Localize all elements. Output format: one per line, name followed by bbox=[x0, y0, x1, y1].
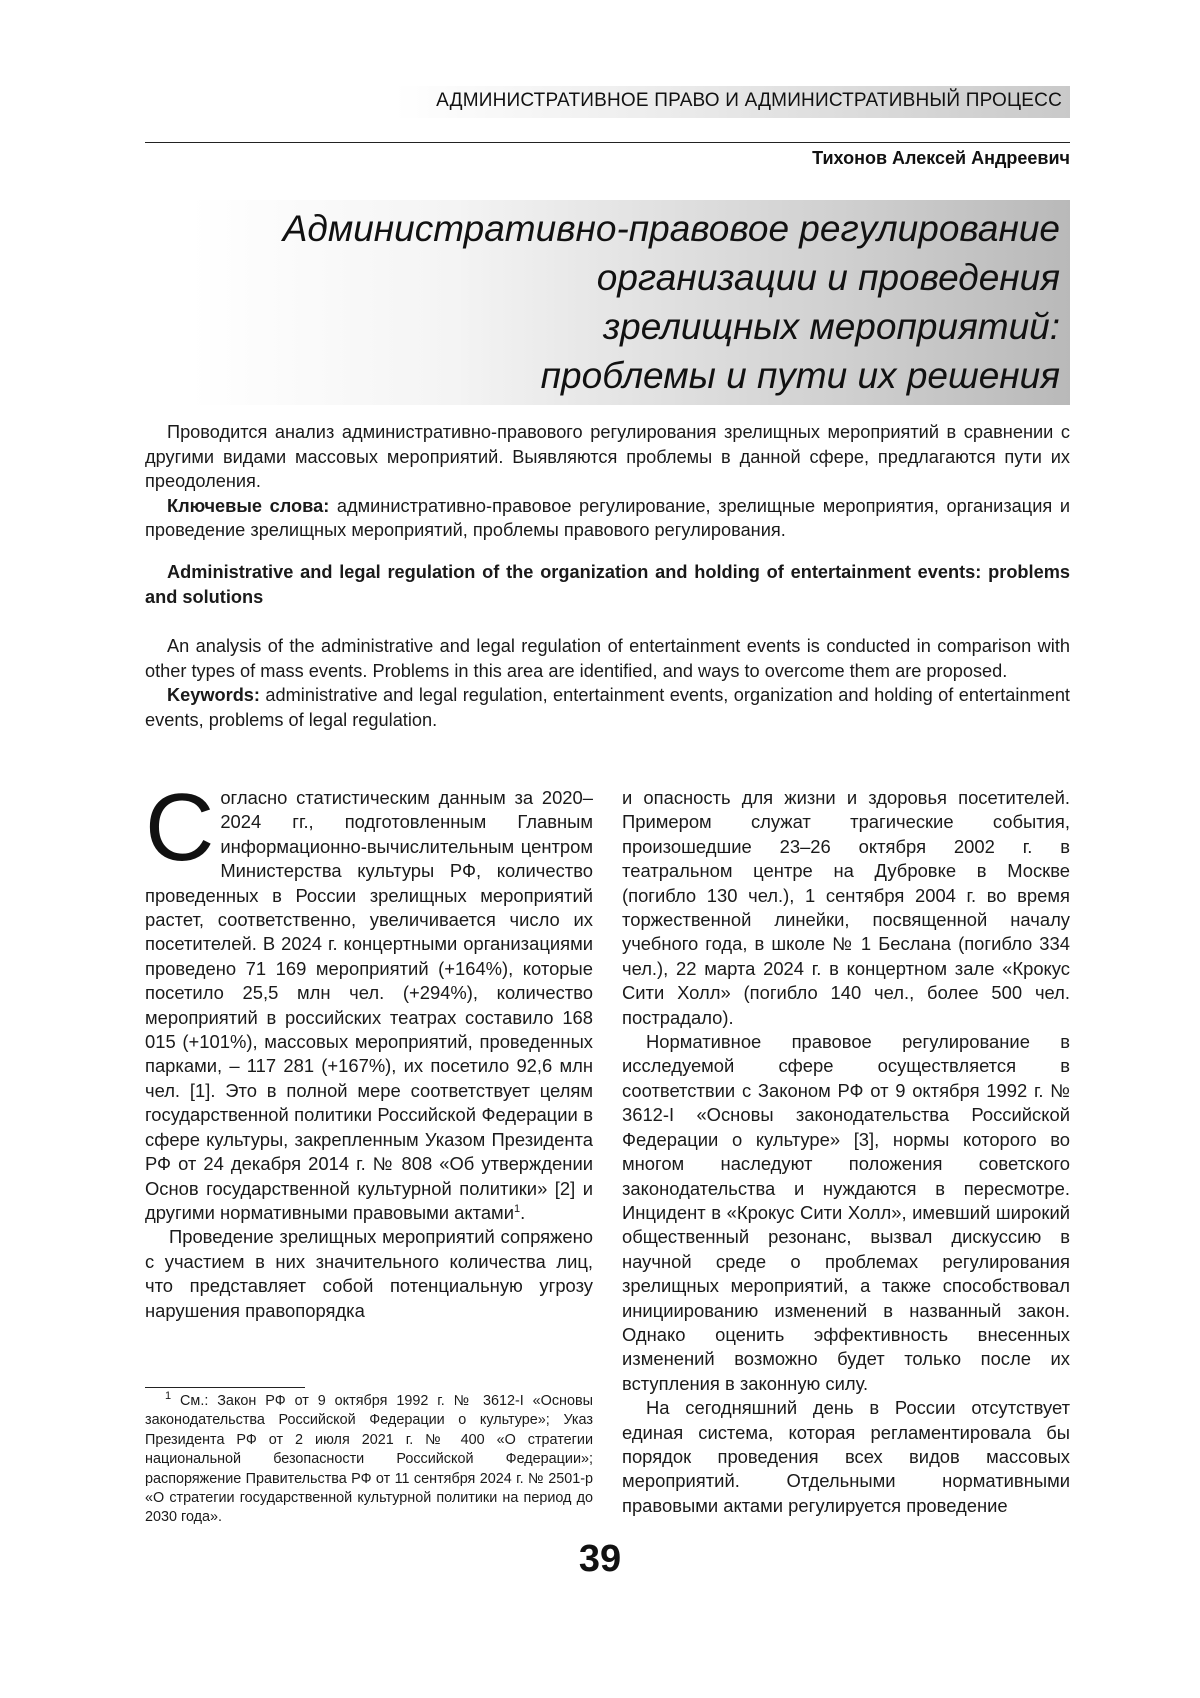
footnote-mark: 1 bbox=[165, 1390, 172, 1403]
keywords-ru-text: административно-правовое регулирование, зрелищные мероприятия, организация и проведение зрелищных мероприятий, проблемы правового регулирования. bbox=[145, 495, 1070, 540]
header-rule bbox=[145, 142, 1070, 143]
keywords-en-text: administrative and legal regulation, entertainment events, organization and holding of entertainment events, problems of legal regulation. bbox=[145, 685, 1070, 730]
keywords-en bbox=[145, 683, 1070, 732]
title-line-4: проблемы и пути их решения bbox=[540, 355, 1060, 396]
footnote-rule bbox=[145, 1387, 305, 1388]
keywords-ru bbox=[145, 494, 1070, 543]
body-paragraph: Нормативное правовое регулирование в исследуемой сфере осуществляется в соответствии с Законом РФ от 9 октября 1992 г. № 3612-I «Основы законодательства Российской Федерации о культуре» [3], нормы которого во многом наследуют положения советского законодательства и нуждаются в пересмотре. Инцидент в «Крокус Сити Холл», имевший широкий общественный резонанс, вызвал дискуссию в научной среде о проблемах регулирования зрелищных мероприятий, а также способствовал инициированию изменений в названный закон. Однако оценить эффективность внесенных изменений возможно будет только после их вступления в законную силу. bbox=[622, 1031, 1070, 1394]
keywords-ru-label: Ключевые слова: bbox=[167, 495, 330, 516]
running-head bbox=[395, 86, 1070, 118]
keywords-en-label: Keywords: bbox=[167, 685, 260, 705]
body-paragraph bbox=[145, 774, 593, 1225]
abstract-ru bbox=[145, 420, 1070, 543]
author-name: Тихонов Алексей Андреевич bbox=[812, 148, 1070, 168]
left-column bbox=[145, 774, 593, 1323]
title-line-3: зрелищных мероприятий: bbox=[602, 306, 1060, 347]
page-number: 39 bbox=[578, 1538, 622, 1580]
footnote-ref: 1 bbox=[513, 1202, 521, 1215]
body-paragraph: Проведение зрелищных мероприятий сопряжено с участием в них значительного количества лиц, что представляет собой потенциальную угрозу нарушения правопорядка bbox=[145, 1226, 593, 1321]
title-line-1: Административно-правовое регулирование bbox=[282, 208, 1060, 249]
footnote-text: См.: Закон РФ от 9 октября 1992 г. № 3612-I «Основы законодательства Российской Федерации о культуре»; Указ Президента РФ от 2 июля 2021 г. № 400 «О стратегии национальной безопасности Российской Федерации»; распоряжение Правительства РФ от 11 сентября 2024 г. № 2501-р «О стратегии государственной культурной политики на период до 2030 года». bbox=[145, 1393, 593, 1526]
abstract-en bbox=[145, 634, 1070, 732]
right-column bbox=[622, 786, 1070, 1518]
article-title-box bbox=[190, 200, 1070, 405]
running-title: АДМИНИСТРАТИВНОЕ ПРАВО И АДМИНИСТРАТИВНЫЙ ПРОЦЕСС bbox=[436, 90, 1062, 111]
body-text-end: . bbox=[520, 1201, 526, 1223]
footnote bbox=[145, 1392, 593, 1528]
body-paragraph: На сегодняшний день в России отсутствует единая система, которая регламентировала бы порядок проведения всех видов массовых мероприятий. Отдельными нормативными правовыми актами регулируется проведение bbox=[622, 1397, 1070, 1516]
abstract-ru-text: Проводится анализ административно-правового регулирования зрелищных мероприятий в сравнении с другими видами массовых мероприятий. Выявляются проблемы в данной сфере, предлагаются пути их преодоления. bbox=[145, 422, 1070, 491]
body-text: огласно статистическим данным за 2020–2024 гг., подготовленным Главным информационно-вычислительным центром Министерства культуры РФ, количество проведенных в России зрелищных мероприятий растет, соответственно, увеличивается число их посетителей. В 2024 г. концертными организациями проведено 71 169 мероприятий (+164%), которые посетило 25,5 млн чел. (+294%), количество мероприятий в российских театрах составило 168 015 (+101%), массовых мероприятий, проведенных парками, – 117 281 (+167%), их посетило 92,6 млн чел. [1]. Это в полной мере соответствует целям государственной политики Российской Федерации в сфере культуры, закрепленным Указом Президента РФ от 24 декабря 2014 г. № 808 «Об утверждении Основ государственной культурной политики» [2] и другими нормативными правовыми актами bbox=[145, 787, 593, 1223]
title-line-2: организации и проведения bbox=[596, 257, 1060, 298]
abstract-en-text: An analysis of the administrative and legal regulation of entertainment events is conducted in comparison with other types of mass events. Problems in this area are identified, and ways to overcome them are proposed. bbox=[145, 636, 1070, 681]
drop-cap: С bbox=[145, 774, 215, 881]
body-paragraph: и опасность для жизни и здоровья посетителей. Примером служат трагические события, произошедшие 23–26 октября 2002 г. в театральном центре на Дубровке в Москве (погибло 130 чел.), 1 сентября 2004 г. во время торжественной линейки, посвященной началу учебного года, в школе № 1 Беслана (погибло 334 чел.), 22 марта 2024 г. в концертном зале «Крокус Сити Холл» (погибло 140 чел., более 500 чел. пострадало). bbox=[622, 787, 1070, 1028]
english-title: Administrative and legal regulation of the organization and holding of entertainment events: problems and solutions bbox=[145, 562, 1070, 607]
article-title bbox=[283, 204, 1060, 400]
